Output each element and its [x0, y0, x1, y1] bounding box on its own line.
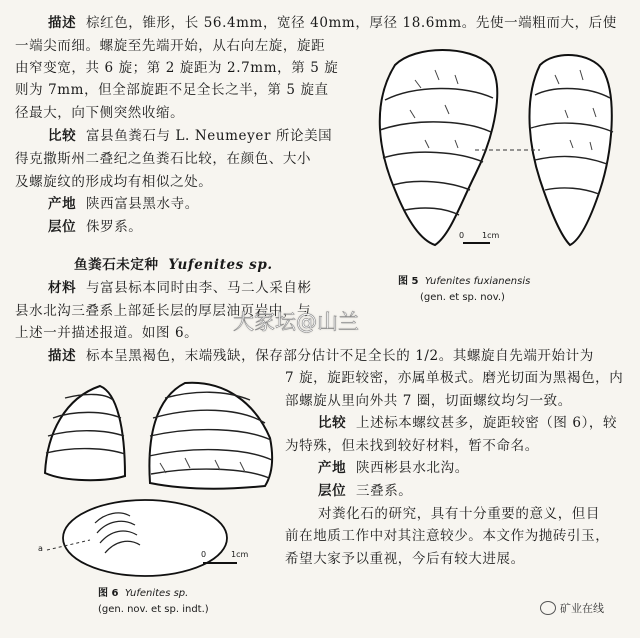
compare2-text: 上述标本螺纹甚多，旋距较密（图 6），较: [356, 415, 618, 431]
fig5-scale-unit: 1cm: [482, 231, 500, 240]
origin-text: 陕西富县黑水寺。: [86, 196, 199, 212]
section2-title-latin: Yufenites sp.: [168, 257, 273, 273]
desc2-label: 描述: [48, 348, 77, 364]
layer-text: 侏罗系。: [86, 219, 143, 235]
compare-line-1: [48, 127, 332, 145]
origin2-text: 陕西彬县水北沟。: [356, 460, 469, 476]
compare-text: 富县鱼粪石与 L. Neumeyer 所论美国: [86, 128, 333, 144]
closing-line-2: 前在地质工作中对其注意较少。本文作为抛砖引玉，: [285, 528, 610, 544]
figure-5-drawing: [355, 40, 625, 260]
origin2-line: [318, 459, 469, 477]
desc2-line-3: 部螺旋从里向外共 7 圈，切面螺纹均匀一致。: [285, 393, 572, 409]
origin-line: [48, 195, 199, 213]
desc2-line-1: [48, 347, 594, 365]
desc-label: 描述: [48, 15, 77, 31]
closing-line-1: 对粪化石的研究，具有十分重要的意义，但目: [318, 506, 600, 522]
figure-5-caption: [398, 272, 530, 287]
wechat-icon: [540, 601, 556, 615]
material-line-3: 上述一并描述报道。如图 6。: [15, 325, 199, 341]
material-line-2: 县水北沟三叠系上部延长层的厚层油页岩中，与: [15, 303, 312, 319]
desc2-line-2: 7 旋，旋距较密，亦属单极式。磨光切面为黑褐色，内: [285, 370, 624, 386]
watermark-text: 大家坛@山兰: [233, 310, 359, 334]
material-text: 与富县标本同时由李、马二人采自彬: [86, 280, 312, 296]
layer-line: [48, 218, 142, 236]
desc-line-2: 一端尖而细。螺旋至先端开始，从右向左旋，旋距: [15, 38, 326, 54]
fig6-scale-unit: 1cm: [231, 550, 249, 559]
fig5-caption-name: Yufenites fuxianensis: [424, 276, 531, 287]
watermark-badge-text: 矿业在线: [560, 602, 604, 615]
compare2-line-2: 为特殊，但未找到较好材料，暂不命名。: [285, 438, 539, 454]
compare-line-2: 得克撒斯州二叠纪之鱼粪石比较，在颜色、大小: [15, 151, 312, 167]
desc-line-4: 则为 7mm，但全部旋距不足全长之半，第 5 旋直: [15, 82, 329, 98]
compare-line-3: 及螺旋纹的形成均有相似之处。: [15, 174, 213, 190]
fig5-scale-zero: 0: [459, 231, 465, 240]
compare2-label: 比较: [318, 415, 347, 431]
desc-text: 棕红色，锥形，长 56.4mm，宽径 40mm，厚径 18.6mm。先使一端粗而大，后使: [86, 15, 617, 31]
figure-6-caption: [98, 584, 188, 599]
fig5-caption-label: 图 5: [398, 276, 419, 287]
origin-label: 产地: [48, 196, 77, 212]
section2-title-cn: 鱼粪石未定种: [74, 257, 159, 273]
layer2-line: [318, 482, 412, 500]
desc-line-3: 由窄变宽，共 6 旋；第 2 旋距为 2.7mm，第 5 旋: [15, 60, 339, 76]
layer-label: 层位: [48, 219, 77, 235]
closing-line-3: 希望大家予以重视，今后有较大进展。: [285, 551, 525, 567]
desc-line-5: 径最大，向下侧突然收缩。: [15, 105, 185, 121]
fig6-marker-a: a: [38, 544, 43, 553]
desc-line-1: [48, 14, 617, 32]
compare2-line-1: [318, 414, 617, 432]
layer2-label: 层位: [318, 483, 347, 499]
layer2-text: 三叠系。: [356, 483, 413, 499]
fig5-caption-sub: (gen. et sp. nov.): [420, 292, 505, 303]
origin2-label: 产地: [318, 460, 347, 476]
desc2-text: 标本呈黑褐色，末端残缺，保存部分估计不足全长的 1/2。其螺旋自先端开始计为: [86, 348, 594, 364]
fig6-caption-name: Yufenites sp.: [124, 588, 189, 599]
fig6-caption-sub: (gen. nov. et sp. indt.): [98, 604, 209, 615]
section2-title: [74, 256, 273, 274]
fig6-caption-label: 图 6: [98, 588, 119, 599]
compare-label: 比较: [48, 128, 77, 144]
material-line-1: [48, 279, 312, 297]
material-label: 材料: [48, 280, 77, 296]
figure-6-drawing: [25, 378, 295, 578]
fig6-scale-zero: 0: [201, 550, 207, 559]
watermark-badge: [540, 600, 604, 616]
